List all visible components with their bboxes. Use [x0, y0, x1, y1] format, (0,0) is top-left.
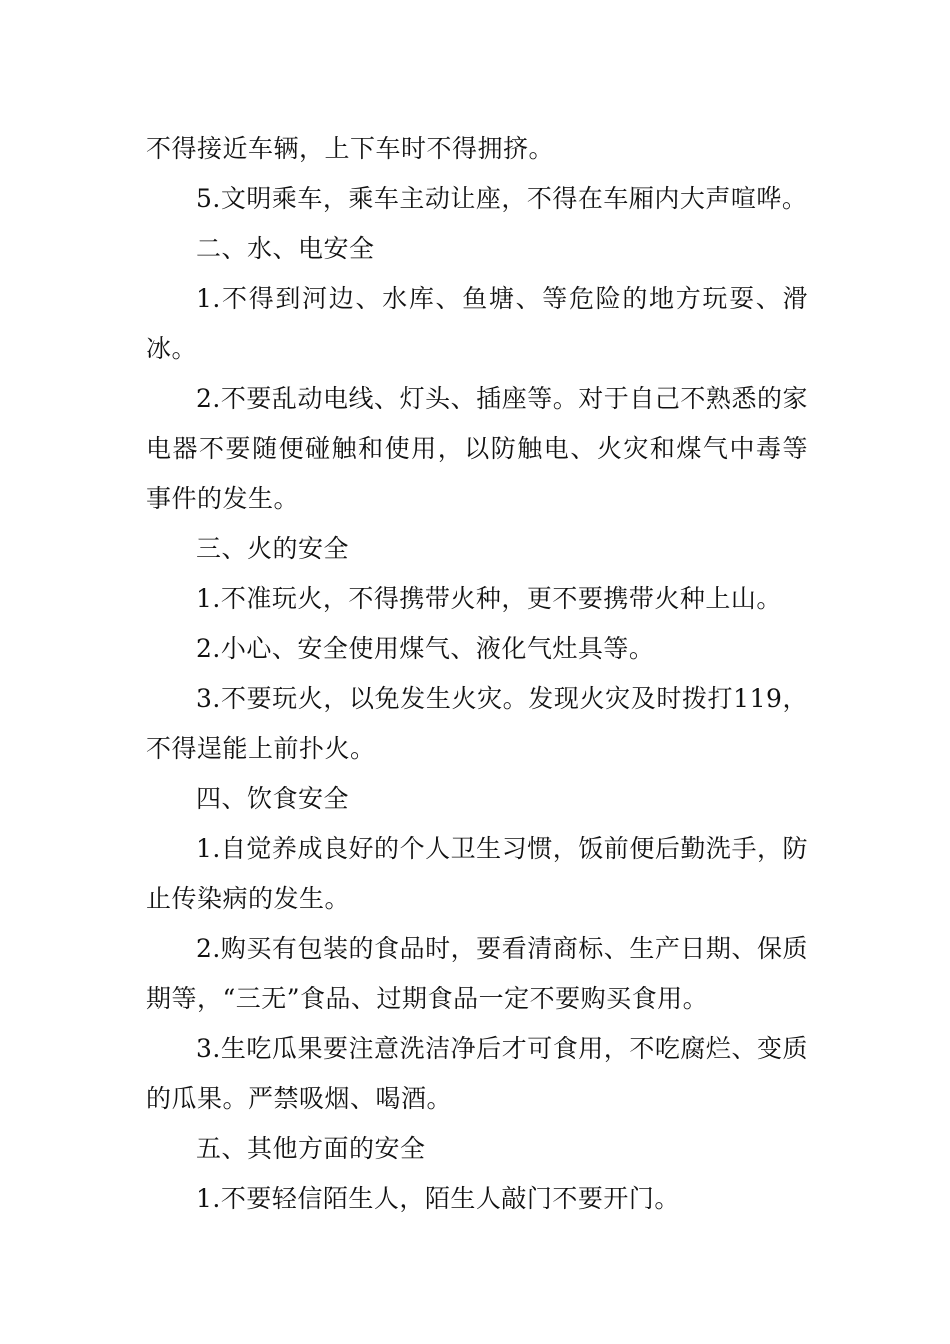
paragraph-food-2: 2.购买有包装的食品时，要看清商标、生产日期、保质期等，“三无”食品、过期食品一定不要购买食用。	[146, 934, 808, 1013]
paragraph-fire-2: 2.小心、安全使用煤气、液化气灶具等。	[196, 634, 655, 663]
section-heading-other: 五、其他方面的安全	[196, 1134, 426, 1163]
paragraph-item-5: 5.文明乘车，乘车主动让座，不得在车厢内大声喧哗。	[196, 184, 808, 213]
section-heading-fire: 三、火的安全	[196, 534, 350, 563]
paragraph-continuation: 不得接近车辆，上下车时不得拥挤。	[146, 134, 555, 163]
paragraph-food-3: 3.生吃瓜果要注意洗洁净后才可食用，不吃腐烂、变质的瓜果。严禁吸烟、喝酒。	[146, 1034, 808, 1113]
paragraph-electric-2: 2.不要乱动电线、灯头、插座等。对于自己不熟悉的家电器不要随便碰触和使用，以防触电、火灾和煤气中毒等事件的发生。	[146, 384, 808, 513]
paragraph-food-1: 1.自觉养成良好的个人卫生习惯，饭前便后勤洗手，防止传染病的发生。	[146, 834, 808, 913]
section-heading-water-electric: 二、水、电安全	[196, 234, 375, 263]
section-heading-food: 四、饮食安全	[196, 784, 350, 813]
paragraph-fire-1: 1.不准玩火，不得携带火种，更不要携带火种上山。	[196, 584, 782, 613]
paragraph-fire-3: 3.不要玩火，以免发生火灾。发现火灾及时拨打119，不得逞能上前扑火。	[146, 684, 808, 763]
paragraph-water-1: 1.不得到河边、水库、鱼塘、等危险的地方玩耍、滑冰。	[146, 284, 808, 363]
paragraph-other-1: 1.不要轻信陌生人，陌生人敲门不要开门。	[196, 1184, 680, 1213]
document-body	[146, 124, 808, 1224]
